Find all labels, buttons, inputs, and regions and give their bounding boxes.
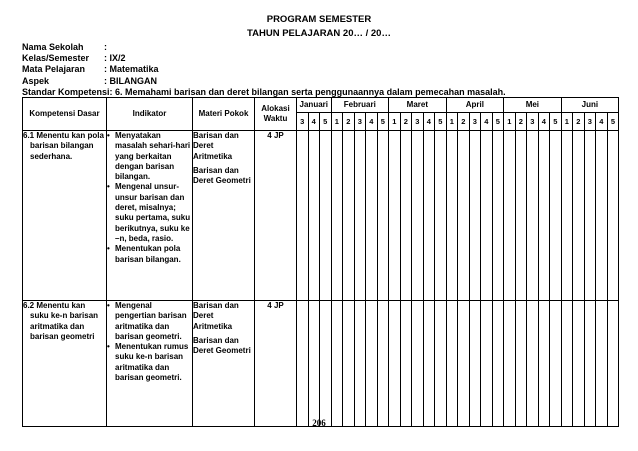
week-header: 2 xyxy=(573,113,585,131)
week-cell xyxy=(538,301,550,427)
week-cell xyxy=(366,131,378,301)
indicator-item: • Mengenal pengertian barisan aritmatika dan barisan geometri. xyxy=(107,301,192,342)
week-cell xyxy=(561,301,573,427)
meta-value: : Matematika xyxy=(104,64,159,75)
month-header: Maret xyxy=(389,98,447,113)
week-header: 2 xyxy=(458,113,470,131)
week-cell xyxy=(607,131,619,301)
week-cell xyxy=(504,131,516,301)
week-cell xyxy=(458,301,470,427)
week-cell xyxy=(596,301,608,427)
meta-row xyxy=(22,42,159,53)
meta-label: Kelas/Semester xyxy=(22,53,90,64)
week-cell xyxy=(343,301,355,427)
meta-value: : BILANGAN xyxy=(104,75,157,86)
header-indikator: Indikator xyxy=(107,98,193,131)
indicator-list xyxy=(107,131,192,265)
week-cell xyxy=(412,131,424,301)
competency-text: 6.1 Menentu kan pola barisan bilangan sederhana. xyxy=(23,131,104,161)
meta-value: : xyxy=(104,42,107,52)
week-cell xyxy=(481,131,493,301)
week-cell xyxy=(400,131,412,301)
week-header: 2 xyxy=(343,113,355,131)
week-header: 3 xyxy=(527,113,539,131)
header-materi: Materi Pokok xyxy=(193,98,255,131)
week-cell xyxy=(538,131,550,301)
week-cell xyxy=(573,301,585,427)
week-cell xyxy=(308,301,320,427)
week-cell xyxy=(596,131,608,301)
material-item: Barisan dan Deret Geometri xyxy=(193,165,251,186)
meta-label: Aspek xyxy=(22,75,50,86)
week-cell xyxy=(481,301,493,427)
week-cell xyxy=(435,301,447,427)
week-header: 2 xyxy=(400,113,412,131)
week-header: 5 xyxy=(607,113,619,131)
week-cell xyxy=(297,301,309,427)
meta-label: Mata Pelajaran xyxy=(22,64,86,75)
week-header: 3 xyxy=(354,113,366,131)
table-row xyxy=(23,301,619,427)
header-alokasi: Alokasi Waktu xyxy=(255,98,297,131)
week-header: 1 xyxy=(446,113,458,131)
week-cell xyxy=(331,301,343,427)
competency-text: 6.2 Menentu kan suku ke-n barisan aritmatika dan barisan geometri xyxy=(23,301,99,341)
week-cell xyxy=(308,131,320,301)
material-cell xyxy=(193,131,255,301)
week-cell xyxy=(423,131,435,301)
week-cell xyxy=(412,301,424,427)
competency-cell xyxy=(23,301,107,427)
meta-label: Nama Sekolah xyxy=(22,42,84,52)
week-cell xyxy=(297,131,309,301)
week-cell xyxy=(389,301,401,427)
week-cell xyxy=(561,131,573,301)
week-cell xyxy=(458,131,470,301)
week-cell xyxy=(515,301,527,427)
week-cell xyxy=(320,301,332,427)
meta-row xyxy=(22,76,159,87)
week-header: 1 xyxy=(331,113,343,131)
document-meta xyxy=(22,42,159,87)
week-cell xyxy=(343,131,355,301)
week-cell xyxy=(469,301,481,427)
indicator-cell xyxy=(107,301,193,427)
week-cell xyxy=(527,131,539,301)
week-cell xyxy=(550,301,562,427)
week-cell xyxy=(366,301,378,427)
week-cell xyxy=(389,131,401,301)
time-allocation-cell: 4 JP xyxy=(255,301,297,427)
meta-row xyxy=(22,53,159,64)
week-header: 3 xyxy=(584,113,596,131)
material-item: Barisan dan Deret Geometri xyxy=(193,335,251,356)
month-header: Juni xyxy=(561,98,619,113)
indicator-item: • Menyatakan masalah sehari-hari yang berkaitan dengan barisan bilangan. xyxy=(107,131,192,182)
competency-standard: Standar Kompetensi: 6. Memahami barisan dan deret bilangan serta penggunaannya dalam pemecahan masalah. xyxy=(22,87,506,97)
week-header: 5 xyxy=(492,113,504,131)
header-kompetensi: Kompetensi Dasar xyxy=(23,98,107,131)
month-header: Januari xyxy=(297,98,332,113)
week-cell xyxy=(584,131,596,301)
week-cell xyxy=(527,301,539,427)
material-cell xyxy=(193,301,255,427)
week-cell xyxy=(504,301,516,427)
month-header: Mei xyxy=(504,98,562,113)
week-cell xyxy=(492,131,504,301)
week-cell xyxy=(446,131,458,301)
week-header: 4 xyxy=(423,113,435,131)
indicator-cell xyxy=(107,131,193,301)
week-cell xyxy=(423,301,435,427)
page-number: 206 xyxy=(312,418,326,428)
week-header: 5 xyxy=(320,113,332,131)
week-cell xyxy=(492,301,504,427)
week-cell xyxy=(550,131,562,301)
material-item: Barisan dan Deret Aritmetika xyxy=(193,301,239,331)
week-cell xyxy=(435,131,447,301)
week-header: 1 xyxy=(561,113,573,131)
week-header: 2 xyxy=(515,113,527,131)
week-cell xyxy=(469,131,481,301)
document-title: PROGRAM SEMESTER xyxy=(266,14,372,25)
week-header: 3 xyxy=(297,113,309,131)
week-header: 4 xyxy=(366,113,378,131)
week-cell xyxy=(354,131,366,301)
month-header: April xyxy=(446,98,504,113)
indicator-item: • Mengenal unsur-unsur barisan dan deret, misalnya; suku pertama, suku berikutnya, suku ke –n, beda, rasio. xyxy=(107,182,192,244)
academic-year: TAHUN PELAJARAN 20… / 20… xyxy=(247,28,391,39)
meta-row xyxy=(22,64,159,75)
week-cell xyxy=(446,301,458,427)
week-header: 5 xyxy=(550,113,562,131)
time-allocation-cell: 4 JP xyxy=(255,131,297,301)
indicator-item: • Menentukan pola barisan bilangan. xyxy=(107,244,192,265)
week-header: 3 xyxy=(412,113,424,131)
indicator-list xyxy=(107,301,192,383)
meta-value: : IX/2 xyxy=(104,53,126,64)
week-cell xyxy=(584,301,596,427)
week-header: 4 xyxy=(481,113,493,131)
week-header: 5 xyxy=(435,113,447,131)
week-header: 4 xyxy=(308,113,320,131)
week-cell xyxy=(320,131,332,301)
week-header: 1 xyxy=(504,113,516,131)
indicator-item: • Menentukan rumus suku ke-n barisan aritmatika dan barisan geometri. xyxy=(107,342,192,383)
material-item: Barisan dan Deret Aritmetika xyxy=(193,131,239,161)
week-cell xyxy=(331,131,343,301)
week-cell xyxy=(377,131,389,301)
week-cell xyxy=(377,301,389,427)
week-cell xyxy=(354,301,366,427)
week-cell xyxy=(607,301,619,427)
semester-schedule-table xyxy=(22,97,619,427)
week-cell xyxy=(515,131,527,301)
table-row xyxy=(23,131,619,301)
competency-cell xyxy=(23,131,107,301)
week-header: 4 xyxy=(596,113,608,131)
week-header: 1 xyxy=(389,113,401,131)
week-cell xyxy=(400,301,412,427)
week-header: 5 xyxy=(377,113,389,131)
month-header: Februari xyxy=(331,98,389,113)
week-header: 3 xyxy=(469,113,481,131)
week-cell xyxy=(573,131,585,301)
week-header: 4 xyxy=(538,113,550,131)
